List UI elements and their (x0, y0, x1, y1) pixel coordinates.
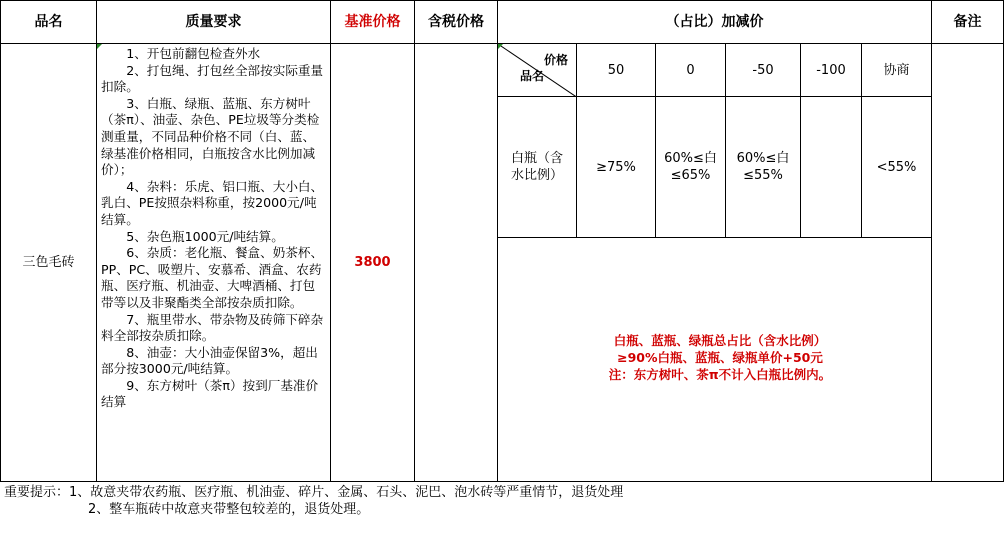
header-tax-price (414, 0, 498, 44)
product-name-cell (0, 43, 97, 482)
header-quality-label: 质量要求 (185, 13, 242, 30)
adjust-diagonal-header (497, 43, 577, 97)
header-remark (931, 0, 1004, 44)
note-line-2: ≥90%白瓶、蓝瓶、绿瓶单价+50元 (617, 350, 823, 365)
quality-line-1: 1、开包前翻包检查外水 (126, 46, 261, 61)
quality-line-3: 3、白瓶、绿瓶、蓝瓶、东方树叶（茶π）、油壶、杂色、PE垃圾等分类检测重量，不同品种价格不同（白、蓝、绿基准价格相同，白瓶按含水比例加减价）； (101, 95, 320, 178)
base-price-value: 3800 (354, 255, 391, 270)
quality-line-7: 7、瓶里带水、带杂物及砖筛下碎杂料全部按杂质扣除。 (101, 311, 324, 344)
adjust-col-negotiate (861, 43, 932, 97)
adjust-col-label: -100 (816, 62, 846, 78)
base-price-cell (330, 43, 415, 482)
note-line-3: 注：东方树叶、茶π不计入白瓶比例内。 (608, 367, 832, 382)
header-remark-label: 备注 (953, 13, 982, 30)
diag-product-label: 品名 (520, 69, 545, 83)
quality-line-6: 6、杂质：老化瓶、餐盒、奶茶杯、PP、PC、吸塑片、安慕希、酒盒、农药瓶、医疗瓶、机油壶、大啤酒桶、打包带等以及非聚酯类全部按杂质扣除。 (101, 245, 324, 310)
header-product (0, 0, 97, 44)
remark-cell (931, 43, 1004, 482)
white-bottle-value: ≥75% (596, 159, 636, 175)
header-base-price-label: 基准价格 (344, 13, 401, 30)
quality-line-4: 4、杂料：乐虎、铝口瓶、大小白、乳白、PE按照杂料称重，按2000元/吨结算。 (101, 178, 324, 227)
adjust-col-label: 协商 (883, 62, 910, 78)
header-adjust (497, 0, 932, 44)
adjust-col-0 (655, 43, 726, 97)
white-bottle-value-minus-100 (800, 96, 862, 238)
header-adjust-label: （占比）加减价 (665, 13, 764, 30)
important-notice (0, 481, 1004, 535)
white-bottle-value-minus-50 (725, 96, 801, 238)
tax-price-cell (414, 43, 498, 482)
white-bottle-value-50 (576, 96, 656, 238)
note-line-1: 白瓶、蓝瓶、绿瓶总占比（含水比例） (613, 333, 827, 348)
quality-list (101, 46, 326, 411)
white-bottle-label: 白瓶（含水比例） (510, 151, 563, 183)
white-bottle-value-0 (655, 96, 726, 238)
white-bottle-value-negotiate (861, 96, 932, 238)
quality-line-8: 8、油壶：大小油壶保留3%，超出部分按3000元/吨结算。 (101, 344, 318, 377)
product-name: 三色毛砖 (22, 255, 75, 270)
header-base-price (330, 0, 415, 44)
adjust-col-label: 0 (686, 62, 695, 78)
adjust-col-minus-50 (725, 43, 801, 97)
notice-line-2: 2、整车瓶砖中故意夹带整包较差的，退货处理。 (88, 502, 370, 517)
header-quality (96, 0, 331, 44)
quality-requirements-cell (96, 43, 331, 482)
quality-line-9: 9、东方树叶（茶π）按到厂基准价结算 (101, 377, 319, 410)
white-bottle-value: 60%≤白≤65% (664, 151, 717, 183)
quality-line-5: 5、杂色瓶1000元/吨结算。 (126, 228, 284, 244)
adjust-col-label: -50 (752, 62, 774, 78)
cell-marker (498, 44, 503, 49)
white-bottle-value: <55% (876, 159, 917, 175)
adjust-col-50 (576, 43, 656, 97)
diag-price-label: 价格 (543, 53, 568, 67)
header-tax-price-label: 含税价格 (428, 13, 484, 30)
white-bottle-label-cell (497, 96, 577, 238)
header-product-label: 品名 (34, 13, 63, 30)
quality-line-2: 2、打包绳、打包丝全部按实际重量扣除。 (101, 62, 324, 95)
adjust-col-minus-100 (800, 43, 862, 97)
adjust-col-label: 50 (607, 62, 625, 78)
adjust-note (520, 332, 920, 383)
notice-line-1: 重要提示：1、故意夹带农药瓶、医疗瓶、机油壶、碎片、金属、石头、泥巴、泡水砖等严重情节，退货处理 (4, 485, 624, 500)
white-bottle-value: 60%≤白≤55% (736, 151, 790, 183)
cell-marker (97, 44, 102, 49)
